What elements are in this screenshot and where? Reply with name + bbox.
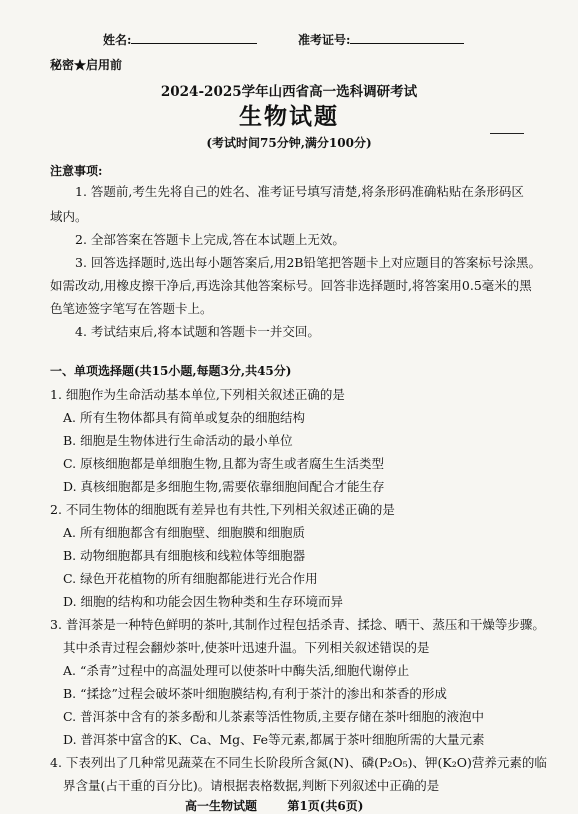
section-heading: 一、单项选择题(共15小题,每题3分,共45分) (50, 364, 292, 378)
question-option: C. 普洱茶中含有的茶多酚和儿茶素等活性物质,主要存储在茶叶细胞的液泡中 (63, 709, 485, 724)
candidate-name-row (103, 31, 257, 48)
ticket-blank (350, 31, 464, 44)
question-stem: 4. 下表列出了几种常见蔬菜在不同生长阶段所含氮(N)、磷(P₂O₅)、钾(K₂O)营养元素的临 (50, 755, 547, 770)
notice-line: 2. 全部答案在答题卡上完成,答在本试题上无效。 (75, 232, 345, 247)
question-option: C. 绿色开花植物的所有细胞都能进行光合作用 (63, 571, 318, 586)
footer-subject: 高一生物试题 (185, 799, 258, 813)
notice-line: 如需改动,用橡皮擦干净后,再选涂其他答案标号。回答非选择题时,将答案用0.5毫米的黑 (50, 278, 532, 293)
question-option: D. 普洱茶中富含的K、Ca、Mg、Fe等元素,都属于茶叶细胞所需的大量元素 (63, 732, 485, 747)
secret-mark: 秘密★启用前 (50, 58, 123, 72)
question-option: A. “杀青”过程中的高温处理可以使茶叶中酶失活,细胞代谢停止 (63, 663, 410, 678)
question-stem-continued: 其中杀青过程会翻炒茶叶,使茶叶迅速升温。下列相关叙述错误的是 (63, 640, 430, 655)
ticket-label: 准考证号: (298, 33, 351, 47)
question-stem-continued: 界含量(占干重的百分比)。请根据表格数据,判断下列叙述中正确的是 (63, 778, 440, 793)
question-option: C. 原核细胞都是单细胞生物,且都为寄生或者腐生生活类型 (63, 456, 385, 471)
question-option: A. 所有细胞都含有细胞壁、细胞膜和细胞质 (63, 525, 305, 540)
question-option: D. 细胞的结构和功能会因生物种类和生存环境而异 (63, 594, 344, 609)
question-stem: 2. 不同生物体的细胞既有差异也有共性,下列相关叙述正确的是 (50, 502, 395, 517)
question-stem: 3. 普洱茶是一种特色鲜明的茶叶,其制作过程包括杀青、揉捻、晒干、蒸压和干燥等步骤。 (50, 617, 545, 632)
name-label: 姓名: (103, 33, 132, 47)
question-option: B. 细胞是生物体进行生命活动的最小单位 (63, 433, 293, 448)
ticket-number-row (298, 31, 464, 48)
notice-line: 3. 回答选择题时,选出每小题答案后,用2B铅笔把答题卡上对应题目的答案标号涂黑。 (75, 255, 541, 270)
question-option: B. “揉捻”过程会破坏茶叶细胞膜结构,有利于茶汁的渗出和茶香的形成 (63, 686, 447, 701)
exam-title: 2024-2025学年山西省高一选科调研考试 (160, 84, 418, 100)
question-stem: 1. 细胞作为生命活动基本单位,下列相关叙述正确的是 (50, 387, 345, 402)
question-option: D. 真核细胞都是多细胞生物,需要依靠细胞间配合才能生存 (63, 479, 385, 494)
notice-heading: 注意事项: (50, 164, 103, 178)
notice-line: 4. 考试结束后,将本试题和答题卡一并交回。 (75, 324, 320, 339)
side-dash (490, 133, 524, 134)
page-footer (185, 797, 363, 814)
notice-line: 1. 答题前,考生先将自己的姓名、准考证号填写清楚,将条形码准确粘贴在条形码区 (75, 184, 524, 199)
question-option: B. 动物细胞都具有细胞核和线粒体等细胞器 (63, 548, 306, 563)
footer-page: 第1页(共6页) (287, 799, 364, 813)
notice-line: 色笔迹签字笔写在答题卡上。 (50, 301, 213, 316)
subject-title: 生物试题 (239, 103, 339, 130)
question-option: A. 所有生物体都具有简单或复杂的细胞结构 (63, 410, 305, 425)
name-blank (131, 31, 257, 44)
notice-line: 域内。 (50, 209, 88, 224)
exam-info: (考试时间75分钟,满分100分) (206, 136, 372, 150)
